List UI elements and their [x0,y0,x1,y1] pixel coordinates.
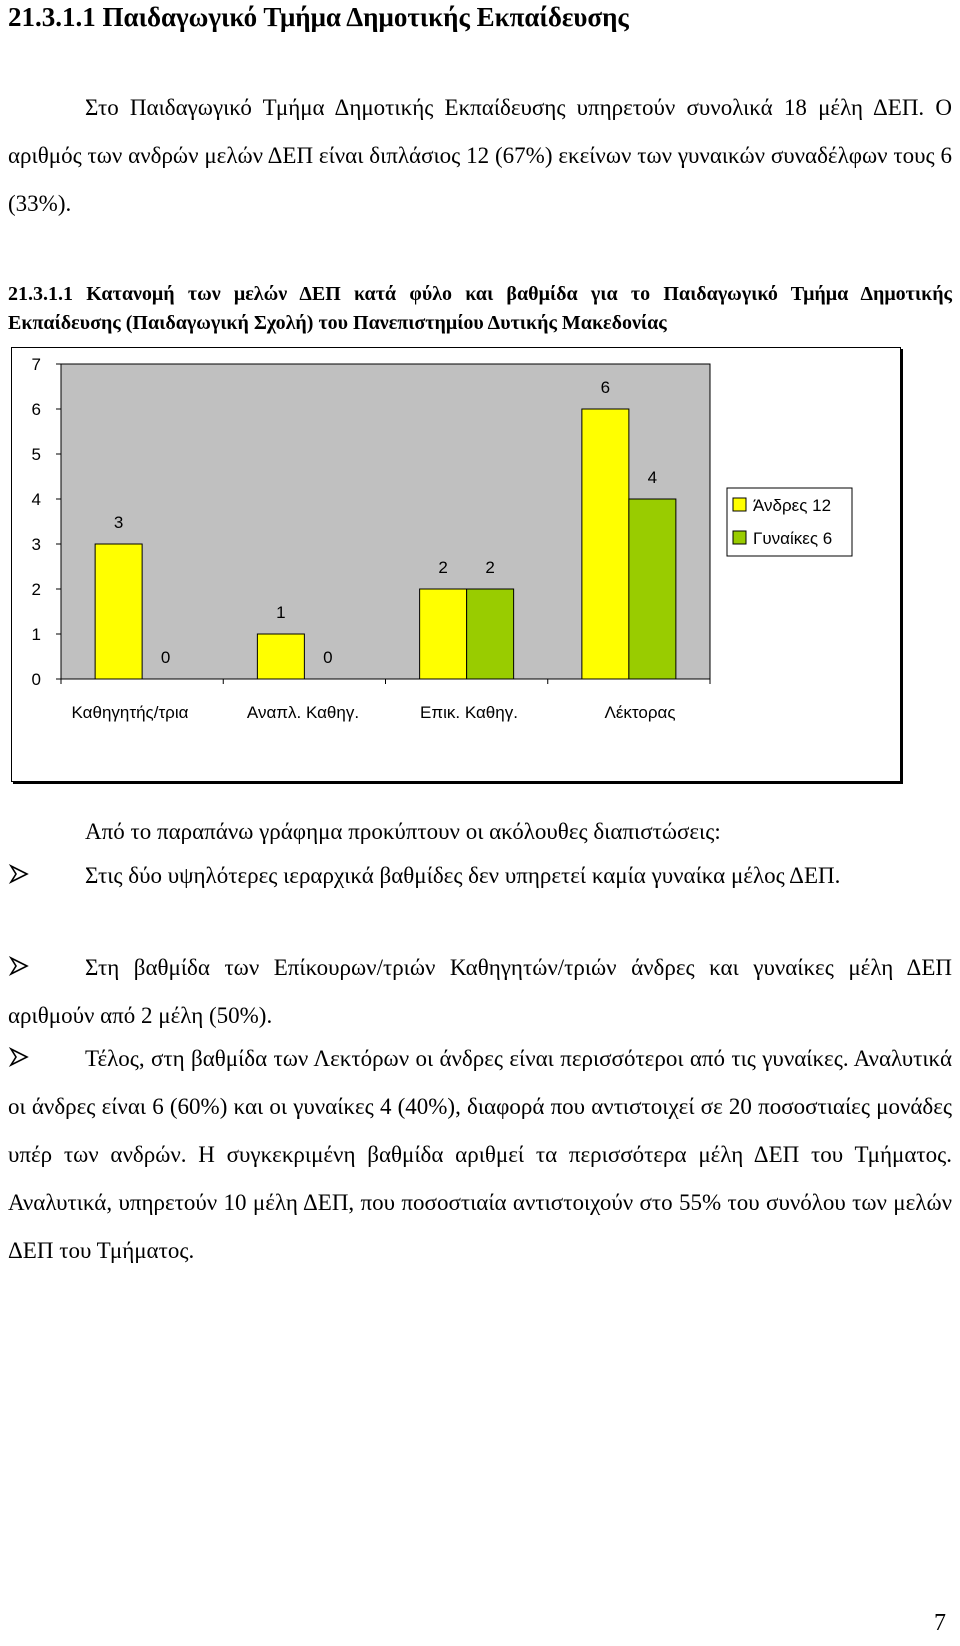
bar-value-label: 4 [647,468,658,487]
legend-swatch [733,498,746,511]
legend-swatch [733,531,746,544]
legend-label: Άνδρες 12 [753,496,832,515]
bar-value-label: 6 [600,378,611,397]
category-label: Λέκτορας [604,703,676,722]
findings-intro: Από το παραπάνω γράφημα προκύπτουν οι ακόλουθες διαπιστώσεις: [85,819,721,844]
bar [420,589,467,679]
finding-item [8,852,952,900]
bar-value-label: 3 [113,513,124,532]
bar [582,409,629,679]
finding-item [8,1035,952,1275]
finding-text: Στη βαθμίδα των Επίκουρων/τριών Καθηγητών/τριών άνδρες και γυναίκες μέλη ΔΕΠ αριθμούν από 2 μέλη (50%). [8,955,952,1028]
bar [95,544,142,679]
intro-paragraph: Στο Παιδαγωγικό Τμήμα Δημοτικής Εκπαίδευσης υπηρετούν συνολικά 18 μέλη ΔΕΠ. Ο αριθμός των ανδρών μελών ΔΕΠ είναι διπλάσιος 12 (67%) εκείνων των γυναικών συναδέλφων τους 6 (33%). [8,95,952,216]
bar-chart [11,347,901,782]
bar [467,589,514,679]
section-heading: 21.3.1.1 Παιδαγωγικό Τμήμα Δημοτικής Εκπαίδευσης [8,2,629,32]
bar-value-label: 2 [438,558,448,577]
category-label: Επικ. Καθηγ. [420,703,518,722]
finding-item [8,944,952,1040]
bar [629,499,676,679]
y-tick-label: 3 [31,535,41,554]
page-number: 7 [934,1610,946,1636]
legend-label: Γυναίκες 6 [753,529,833,548]
finding-text: Τέλος, στη βαθμίδα των Λεκτόρων οι άνδρες είναι περισσότεροι από τις γυναίκες. Αναλυτικά οι άνδρες είναι 6 (60%) και οι γυναίκες 4 (40%), διαφορά που αντιστοιχεί σε 20 ποσοστιαίες μονάδες υπέρ των ανδρών. Η συγκεκριμένη βαθμίδα αριθμεί τα περισσότερα μέλη ΔΕΠ του Τμήματος. Αναλυτικά, υπηρετούν 10 μέλη ΔΕΠ, που ποσοστιαία αντιστοιχούν στο 55% του συνόλου των μελών ΔΕΠ του Τμήματος. [8,1046,952,1263]
bar [257,634,304,679]
y-tick-label: 6 [31,400,41,419]
y-tick-label: 7 [31,355,41,374]
bar-value-label: 1 [276,603,286,622]
bar-value-label: 0 [323,648,333,667]
chart-svg [12,348,900,781]
y-tick-label: 4 [31,490,41,509]
category-label: Καθηγητής/τρια [71,703,189,722]
y-tick-label: 5 [31,445,41,464]
finding-text: Στις δύο υψηλότερες ιεραρχικά βαθμίδες δεν υπηρετεί καμία γυναίκα μέλος ΔΕΠ. [85,863,841,888]
y-tick-label: 1 [31,625,41,644]
bar-value-label: 0 [160,648,171,667]
chart-caption: 21.3.1.1 Κατανομή των μελών ΔΕΠ κατά φύλο και βαθμίδα για το Παιδαγωγικό Τμήμα Δημοτικής Εκπαίδευσης (Παιδαγωγική Σχολή) του Πανεπιστημίου Δυτικής Μακεδονίας [8,283,952,334]
bar-value-label: 2 [485,558,495,577]
category-label: Αναπλ. Καθηγ. [246,703,360,722]
y-tick-label: 0 [31,670,41,689]
y-tick-label: 2 [31,580,41,599]
